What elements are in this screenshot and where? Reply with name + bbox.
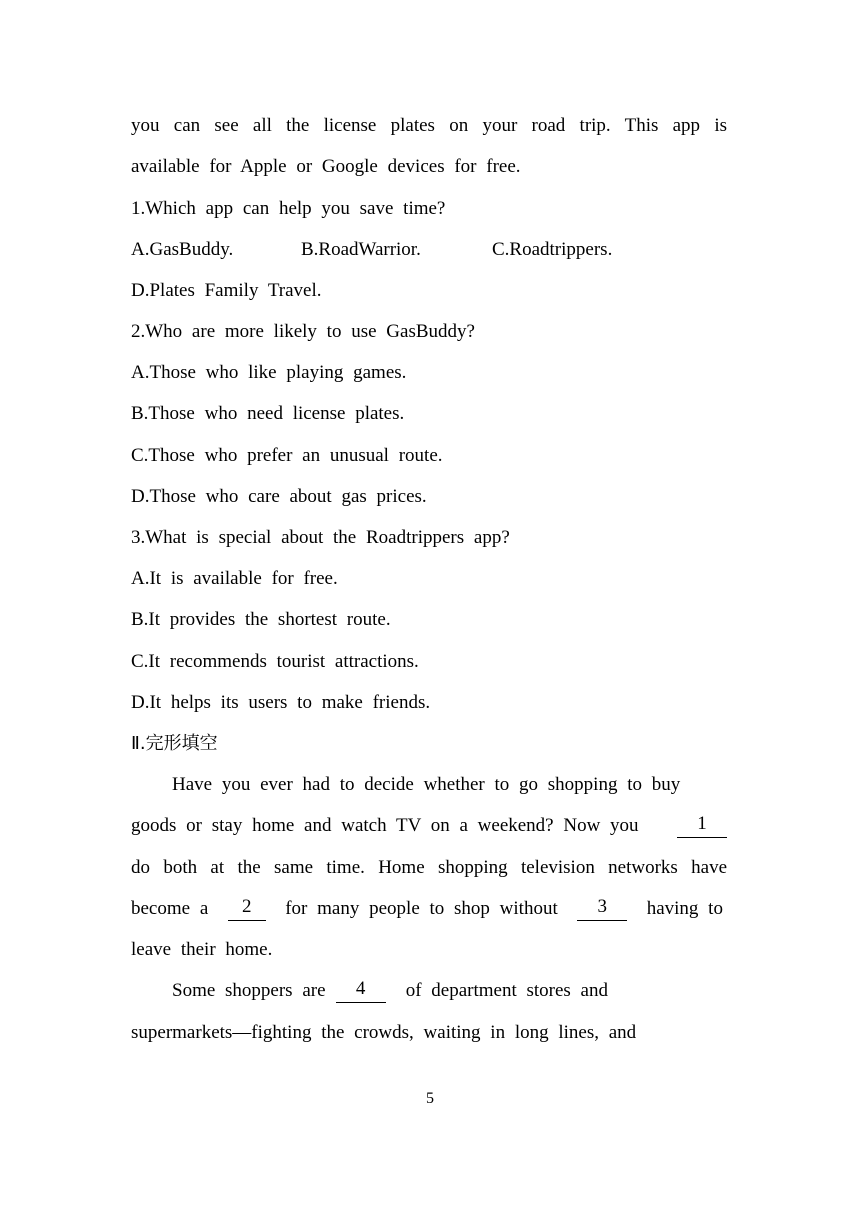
cloze-blank-3: 3 [577, 897, 627, 921]
question-1-option-a: A.GasBuddy. [131, 239, 234, 260]
cloze-text: of department stores and [405, 980, 608, 1001]
cloze-blank-2: 2 [228, 897, 266, 921]
section-heading: Ⅱ.完形填空 [131, 733, 218, 754]
passage-line: available for Apple or Google devices for free. [131, 156, 521, 177]
cloze-line: do both at the same time. Home shopping television networks have [131, 857, 727, 878]
question-2-option-a: A.Those who like playing games. [131, 362, 407, 383]
question-2-option-b: B.Those who need license plates. [131, 403, 405, 424]
cloze-text: having to [646, 898, 723, 919]
cloze-line [131, 814, 727, 838]
question-1-stem: 1.Which app can help you save time? [131, 198, 446, 219]
question-3-option-a: A.It is available for free. [131, 568, 338, 589]
page-number: 5 [426, 1090, 434, 1107]
question-1-option-d: D.Plates Family Travel. [131, 280, 322, 301]
cloze-text: become a [131, 898, 209, 919]
question-3-option-b: B.It provides the shortest route. [131, 609, 391, 630]
cloze-text: for many people to shop without [285, 898, 558, 919]
cloze-text: goods or stay home and watch TV on a weekend? Now you [131, 815, 639, 836]
question-1-option-c: C.Roadtrippers. [492, 239, 613, 260]
question-1-option-b: B.RoadWarrior. [301, 239, 421, 260]
cloze-line [172, 979, 608, 1003]
question-3-option-c: C.It recommends tourist attractions. [131, 651, 419, 672]
cloze-line [131, 897, 723, 921]
question-3-stem: 3.What is special about the Roadtrippers app? [131, 527, 510, 548]
cloze-text: Some shoppers are [172, 980, 326, 1001]
cloze-line: Have you ever had to decide whether to go shopping to buy [172, 774, 681, 795]
cloze-blank-1: 1 [677, 814, 727, 838]
question-3-option-d: D.It helps its users to make friends. [131, 692, 431, 713]
passage-line: you can see all the license plates on your road trip. This app is [131, 115, 727, 136]
cloze-blank-4: 4 [336, 979, 386, 1003]
question-2-option-c: C.Those who prefer an unusual route. [131, 445, 443, 466]
cloze-line: leave their home. [131, 939, 273, 960]
question-2-stem: 2.Who are more likely to use GasBuddy? [131, 321, 475, 342]
question-2-option-d: D.Those who care about gas prices. [131, 486, 427, 507]
cloze-line: supermarkets—fighting the crowds, waiting in long lines, and [131, 1022, 637, 1043]
